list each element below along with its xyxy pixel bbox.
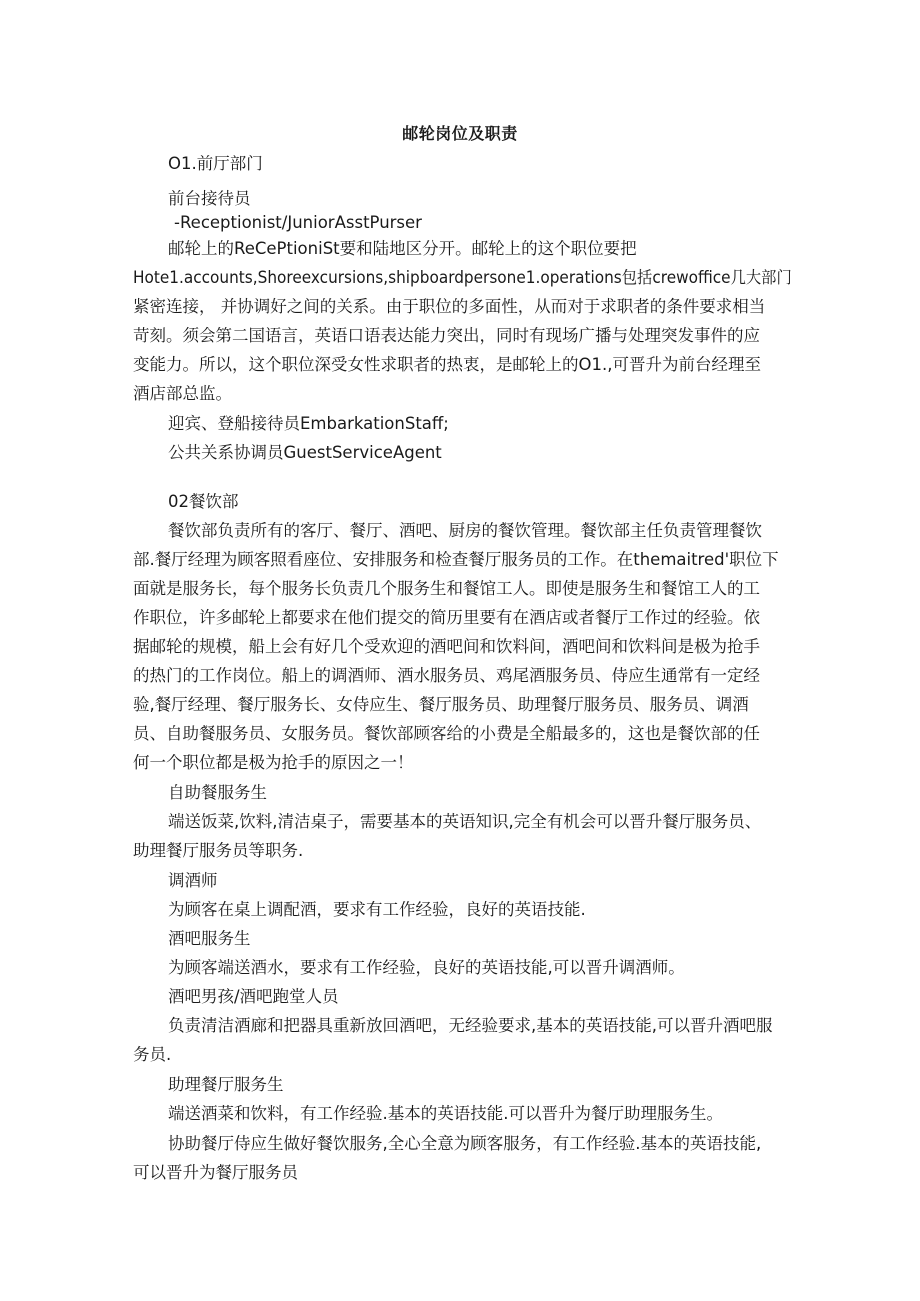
paragraph-line: 负责清洁酒廊和把器具重新放回酒吧，无经验要求,基本的英语技能,可以晋升酒吧服: [168, 1016, 773, 1035]
section-heading-food-beverage: 02餐饮部: [168, 492, 239, 511]
section-heading-front-office: O1.前厅部门: [168, 154, 263, 173]
paragraph-line: 酒店部总监。: [133, 384, 232, 403]
paragraph-line: 为顾客在桌上调配酒，要求有工作经验，良好的英语技能.: [168, 900, 586, 919]
paragraph-line: 紧密连接， 并协调好之间的关系。由于职位的多面性，从而对于求职者的条件要求相当: [133, 297, 766, 316]
paragraph-line: 何一个职位都是极为抢手的原因之一！: [133, 753, 414, 772]
paragraph-line: 作职位，许多邮轮上都要求在他们提交的简历里要有在酒店或者餐厅工作过的经验。依: [133, 608, 760, 627]
position-line-embarkation: 迎宾、登船接待员EmbarkationStaff;: [168, 414, 449, 433]
paragraph-line: 员、自助餐服务员、女服务员。餐饮部顾客给的小费是全船最多的，这也是餐饮部的任: [133, 724, 760, 743]
position-heading-bartender: 调酒师: [168, 871, 218, 890]
paragraph-line: 邮轮上的ReCePtioniSt要和陆地区分开。邮轮上的这个职位要把: [168, 239, 637, 258]
position-heading-bar-boy: 酒吧男孩/酒吧跑堂人员: [168, 987, 339, 1006]
position-line-guest-service: 公共关系协调员GuestServiceAgent: [168, 443, 442, 462]
paragraph-line: 苛刻。须会第二国语言，英语口语表达能力突出，同时有现场广播与处理突发事件的应: [133, 326, 760, 345]
paragraph-line: 验,餐厅经理、餐厅服务长、女侍应生、餐厅服务员、助理餐厅服务员、服务员、调酒: [133, 695, 749, 714]
paragraph-line: 端送饭菜,饮料,清洁桌子，需要基本的英语知识,完全有机会可以晋升餐厅服务员、: [168, 812, 762, 831]
position-subtitle-english: -Receptionist/JuniorAsstPurser: [174, 213, 422, 232]
position-heading-receptionist: 前台接待员: [168, 189, 251, 208]
position-heading-assistant-waiter: 助理餐厅服务生: [168, 1075, 284, 1094]
paragraph-line: 部.餐厅经理为顾客照看座位、安排服务和检查餐厅服务员的工作。在themaitred'职位下: [133, 550, 779, 569]
paragraph-line: 面就是服务长，每个服务长负责几个服务生和餐馆工人。即使是服务生和餐馆工人的工: [133, 579, 760, 598]
paragraph-line: Hote1.accounts,Shoreexcursions,shipboardpersone1.operations包括crewoffice几大部门: [133, 268, 792, 287]
document-title: 邮轮岗位及职责: [402, 124, 518, 143]
paragraph-line: 变能力。所以，这个职位深受女性求职者的热衷，是邮轮上的O1.,可晋升为前台经理至: [133, 355, 761, 374]
paragraph-line: 餐饮部负责所有的客厅、餐厅、酒吧、厨房的餐饮管理。餐饮部主任负责管理餐饮: [168, 521, 762, 540]
paragraph-line: 可以晋升为餐厅服务员: [133, 1163, 298, 1182]
position-heading-buffet-attendant: 自助餐服务生: [168, 783, 267, 802]
paragraph-line: 助理餐厅服务员等职务.: [133, 841, 304, 860]
paragraph-line: 协助餐厅侍应生做好餐饮服务,全心全意为顾客服务，有工作经验.基本的英语技能,: [168, 1134, 762, 1153]
paragraph-line: 据邮轮的规模，船上会有好几个受欢迎的酒吧间和饮料间，酒吧间和饮料间是极为抢手: [133, 637, 760, 656]
paragraph-line: 的热门的工作岗位。船上的调酒师、酒水服务员、鸡尾酒服务员、侍应生通常有一定经: [133, 666, 760, 685]
paragraph-line: 务员.: [133, 1045, 172, 1064]
position-heading-bar-waiter: 酒吧服务生: [168, 929, 251, 948]
paragraph-line: 为顾客端送酒水，要求有工作经验，良好的英语技能,可以晋升调酒师。: [168, 958, 685, 977]
paragraph-line: 端送酒菜和饮料，有工作经验.基本的英语技能.可以晋升为餐厅助理服务生。: [168, 1104, 723, 1123]
